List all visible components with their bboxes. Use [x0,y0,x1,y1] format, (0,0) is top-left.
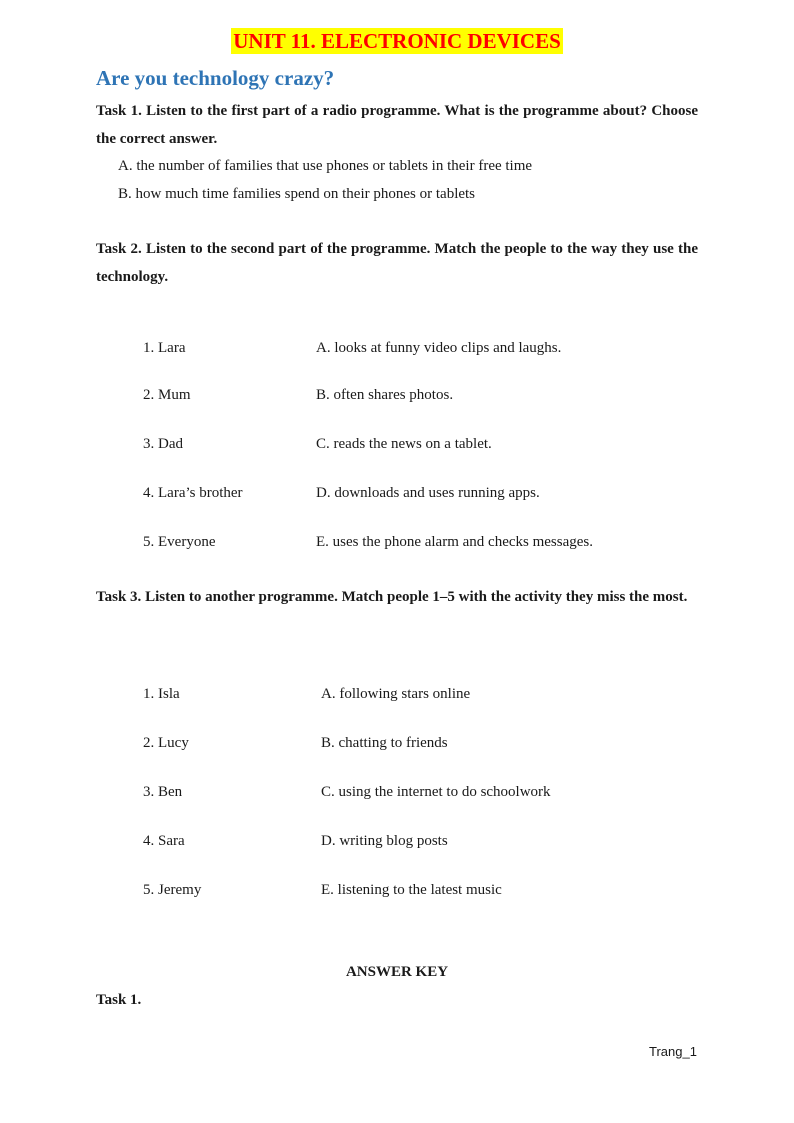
task3-person-5: 5. Jeremy [143,882,202,898]
task2-person-1: 1. Lara [143,340,186,356]
task3-person-4: 4. Sara [143,833,185,849]
task1-option-a: A. the number of families that use phones or tablets in their free time [118,158,533,174]
task3-instruction [96,583,698,611]
answer-key-heading: ANSWER KEY [345,964,449,980]
task1-instruction [96,97,698,153]
unit-title: UNIT 11. ELECTRONIC DEVICES [233,29,561,53]
task1-option-b: B. how much time families spend on their phones or tablets [118,186,476,202]
task2-activity-b: B. often shares photos. [316,387,454,403]
task3-person-2: 2. Lucy [143,735,189,751]
task2-activity-e: E. uses the phone alarm and checks messages. [316,534,593,550]
task3-text: Listen to another programme. Match people 1–5 with the activity they miss the most. [145,589,688,605]
task2-activity-d: D. downloads and uses running apps. [316,485,540,501]
task3-activity-e: E. listening to the latest music [321,882,502,898]
page-number: Trang_1 [649,1044,697,1059]
task1-text: Listen to the first part of a radio programme. What is the programme about? Choose the correct answer. [96,103,699,147]
task2-text: Listen to the second part of the programme. Match the people to the way they use the technology. [96,241,698,285]
lesson-subtitle: Are you technology crazy? [96,66,335,90]
task2-person-3: 3. Dad [143,436,183,452]
task2-activity-a: A. looks at funny video clips and laughs. [316,340,562,356]
task2-label: Task 2. [96,241,142,257]
task3-activity-b: B. chatting to friends [321,735,448,751]
task3-activity-c: C. using the internet to do schoolwork [321,784,551,800]
task1-label: Task 1. [96,103,142,119]
task3-label: Task 3. [96,589,142,605]
task3-person-3: 3. Ben [143,784,183,800]
task2-activity-c: C. reads the news on a tablet. [316,436,492,452]
task3-person-1: 1. Isla [143,686,180,702]
task2-person-2: 2. Mum [143,387,191,403]
answer-key-task1-label: Task 1. [96,992,142,1008]
task2-person-5: 5. Everyone [143,534,216,550]
unit-title-block [0,28,794,54]
task2-instruction [96,235,698,291]
task3-activity-d: D. writing blog posts [321,833,448,849]
task2-person-4: 4. Lara’s brother [143,485,243,501]
task3-activity-a: A. following stars online [321,686,471,702]
